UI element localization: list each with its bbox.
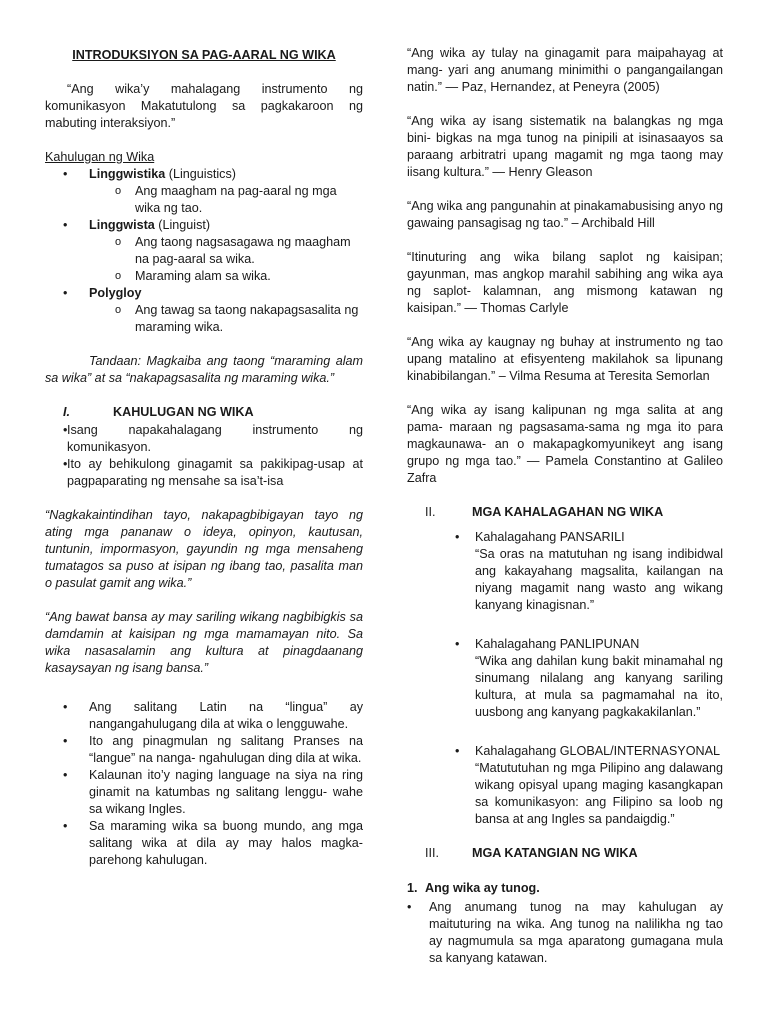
list-item: • Ito ang pinagmulan ng salitang Pranses na “langue” na nanga- ngahulugan ding dila at wika. (45, 733, 363, 767)
list-item: • Sa maraming wika sa buong mundo, ang mga salitang wika at dila ay may halos magka- parehong kahulugan. (45, 818, 363, 869)
section-number: II. (425, 505, 436, 519)
section-number: I. (63, 405, 70, 419)
quote-block: “Itinuturing ang wika bilang saplot ng kaisipan; gayunman, mas angkop marahil sabihing ang wika aya ng saplot- kalamnan, ang mismong katawan ng kaisipan.” — Thomas Carlyle (407, 250, 723, 315)
list-item (45, 217, 363, 234)
term-label: Polygloy (89, 286, 142, 300)
list-item: • Ito ay behikulong ginagamit sa pakikipag-usap at pagpaparating ng mensahe sa isa’t-isa (45, 456, 363, 490)
document-title: INTRODUKSIYON SA PAG-AARAL NG WIKA (72, 48, 336, 62)
left-column (45, 45, 363, 869)
term-label: Linggwista (89, 218, 155, 232)
intro-quote: “Ang wika’y mahalagang instrumento ng komunikasyon Makatutulong sa pagkakaroon ng mabuting interaksiyon.” (45, 82, 363, 130)
terms-list (45, 217, 363, 234)
section-title: MGA KAHALAGAHAN NG WIKA (472, 505, 664, 519)
katangian-heading (407, 880, 723, 897)
katangian-number: 1. (407, 881, 418, 895)
katangian-text: • Ang anumang tunog na may kahulugan ay maituturing na wika. Ang tunog na nalilikha ng tao ay nagmumula sa mga aparatong gumagana mula sa kanyang katawan. (407, 899, 723, 967)
list-item (45, 285, 363, 302)
quote-block: “Ang wika ay tulay na ginagamit para maipahayag at mang- yari ang anumang minimithi o pangangailangan natin.” — Paz, Hernandez, at Peneyra (2005) (407, 46, 723, 94)
quote-block: “Ang wika ay kaugnay ng buhay at instrumento ng tao upang matalino at efisyenteng makilahok sa lipunang kinabibilangan.” – Vilma Resuma at Teresita Semorlan (407, 335, 723, 383)
list-item: • Ang salitang Latin na “lingua” ay nangangahulugang dila at wika o lengguwahe. (45, 699, 363, 733)
list-item (45, 166, 363, 183)
sub-item: o Ang tawag sa taong nakapagsasalita ng maraming wika. (45, 302, 363, 336)
right-column (407, 45, 723, 967)
kahalagahan-item (407, 636, 723, 721)
quote-block: “Ang wika ay isang kalipunan ng mga salita at ang pama- maraan ng pagsasama-sama ng mga ito para magkaunawa- an o makapagkomyunikeyt ang isang grupo ng mga tao.” — Pamela Constantino at Galileo Zafra (407, 403, 723, 485)
terms-list (45, 166, 363, 183)
tandaan-note: Tandaan: Magkaiba ang taong “maraming alam sa wika” at sa “nakapagsasalita ng maraming wika.” (45, 354, 363, 385)
quote-block: “Ang wika ay isang sistematik na balangkas ng mga bini- bigkas na mga tunog na pinipili at isinasaayos sa paraang arbitratri upang magamit ng mga taong may iisang kultura.” — Henry Gleason (407, 114, 723, 179)
list-item: • Kalaunan ito’y naging language na siya na ring ginamit na katumbas ng salitang lenggu- wahe sa wikang Ingles. (45, 767, 363, 818)
list-item: • Isang napakahalagang instrumento ng komunikasyon. (45, 422, 363, 456)
kahalagahan-text: “Matututuhan ng mga Pilipino ang dalawang wikang opisyal upang maging kasangkapan sa komunikasyon: ang Filipino sa loob ng bansa at ang Ingles sa pandaigdig.” (475, 761, 723, 826)
term-paren: (Linguistics) (165, 167, 236, 181)
quote-block: “Ang wika ang pangunahin at pinakamabusising anyo ng gawaing pansagisag ng tao.” – Archibald Hill (407, 199, 723, 230)
kahalagahan-label: • Kahalagahang GLOBAL/INTERNASYONAL (475, 744, 721, 758)
sub-item: o Maraming alam sa wika. (45, 268, 363, 285)
section-heading (45, 404, 363, 421)
terms-list (45, 285, 363, 302)
kahalagahan-label: • Kahalagahang PANSARILI (475, 530, 625, 544)
quote-block: “Ang bawat bansa ay may sariling wikang nagbibigkis sa damdamin at kaisipan ng mga mamamayan nito. Sa wika nasasalamin ang kultura at pinagdaanang kasaysayan ng isang bansa.” (45, 610, 363, 675)
section1-bullets (45, 422, 363, 490)
section-title: KAHULUGAN NG WIKA (113, 405, 254, 419)
latin-bullets (45, 699, 363, 869)
section-title: MGA KATANGIAN NG WIKA (472, 846, 638, 860)
katangian-title: Ang wika ay tunog. (425, 881, 540, 895)
term-label: Linggwistika (89, 167, 166, 181)
section-number: III. (425, 846, 439, 860)
kahalagahan-label: • Kahalagahang PANLIPUNAN (475, 637, 640, 651)
kahalagahan-text: “Sa oras na matutuhan ng isang indibidwal ang kakayahang magsalita, kailangan na niyang magamit nang wasto ang wikang kanyang kinagisnan.” (475, 547, 723, 612)
kahalagahan-item (407, 529, 723, 614)
sub-item: o Ang taong nagsasagawa ng maagham na pag-aaral sa wika. (45, 234, 363, 268)
sub-list (45, 234, 363, 285)
kahalagahan-text: “Wika ang dahilan kung bakit minamahal ng sinumang nilalang ang kanyang sariling kultura, at mula sa pagmamahal na ito, uusbong ang kanyang pagkakakilanlan.” (475, 654, 723, 719)
section-heading (407, 504, 723, 521)
kahulugan-heading: Kahulugan ng Wika (45, 150, 155, 164)
sub-list (45, 183, 363, 217)
sub-list (45, 302, 363, 336)
sub-item: o Ang maagham na pag-aaral ng mga wika ng tao. (45, 183, 363, 217)
term-paren: (Linguist) (154, 218, 211, 232)
kahalagahan-item (407, 743, 723, 828)
quote-block: “Nagkakaintindihan tayo, nakapagbibigayan tayo ng ating mga pananaw o ideya, opinyon, kautusan, tuntunin, impormasyon, gayundin ng mga mensaheng tumatagos sa puso at isipan ng ibang tao, pasalita man o pasulat gamit ang wika.” (45, 508, 363, 590)
section-heading (407, 845, 723, 862)
